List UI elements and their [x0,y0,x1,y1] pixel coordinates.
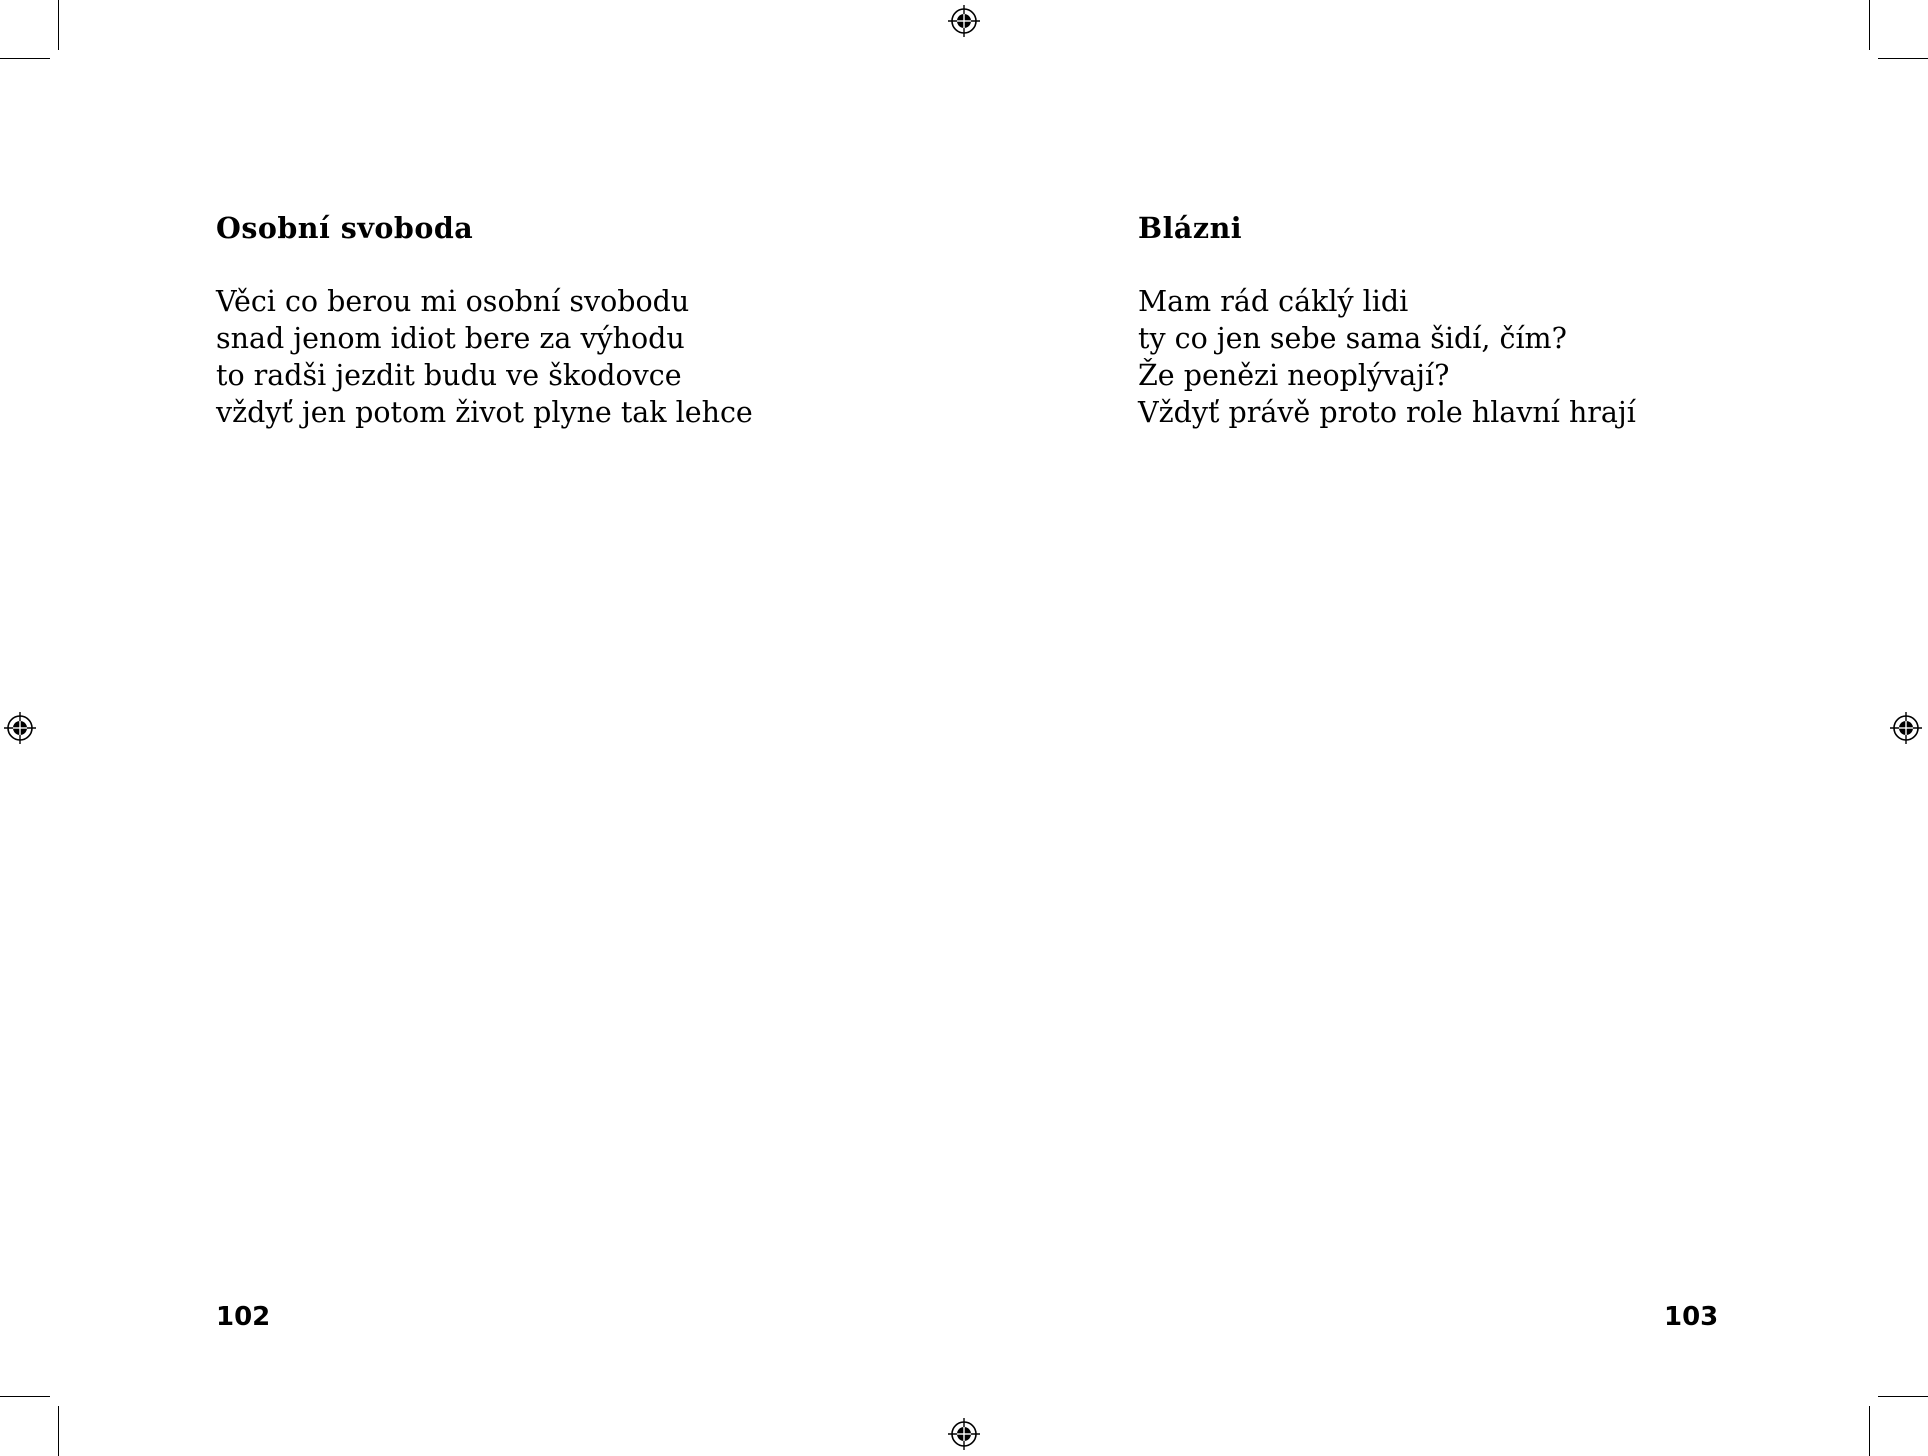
verse-line: Že penězi neoplývají? [1138,359,1450,392]
crop-mark [1869,0,1870,50]
verse-line: ty co jen sebe sama šidí, čím? [1138,322,1567,355]
verse-line: snad jenom idiot bere za výhodu [216,322,685,355]
poem-title: Blázni [1138,211,1243,245]
crop-mark [58,0,59,50]
crop-mark [0,1396,50,1397]
registration-mark-icon [947,1417,981,1451]
crop-mark [1878,1396,1928,1397]
verse-line: Vždyť právě proto role hlavní hrají [1138,396,1636,429]
page-number: 102 [216,1302,271,1332]
verse-line: to radši jezdit budu ve škodovce [216,359,682,392]
crop-mark [0,58,50,59]
verse-line: vždyť jen potom život plyne tak lehce [216,396,753,429]
verse-line: Věci co berou mi osobní svobodu [216,285,690,318]
page-number: 103 [1664,1302,1719,1332]
crop-mark [1869,1406,1870,1456]
crop-mark [58,1406,59,1456]
verse-line: Mam rád cáklý lidi [1138,285,1409,318]
poem-body [1138,283,1636,431]
right-page [964,0,1928,1456]
registration-mark-icon [947,4,981,38]
poem-title: Osobní svoboda [216,211,474,245]
poem-body [216,283,753,431]
registration-mark-icon [3,711,37,745]
crop-mark [1878,58,1928,59]
registration-mark-icon [1889,711,1923,745]
